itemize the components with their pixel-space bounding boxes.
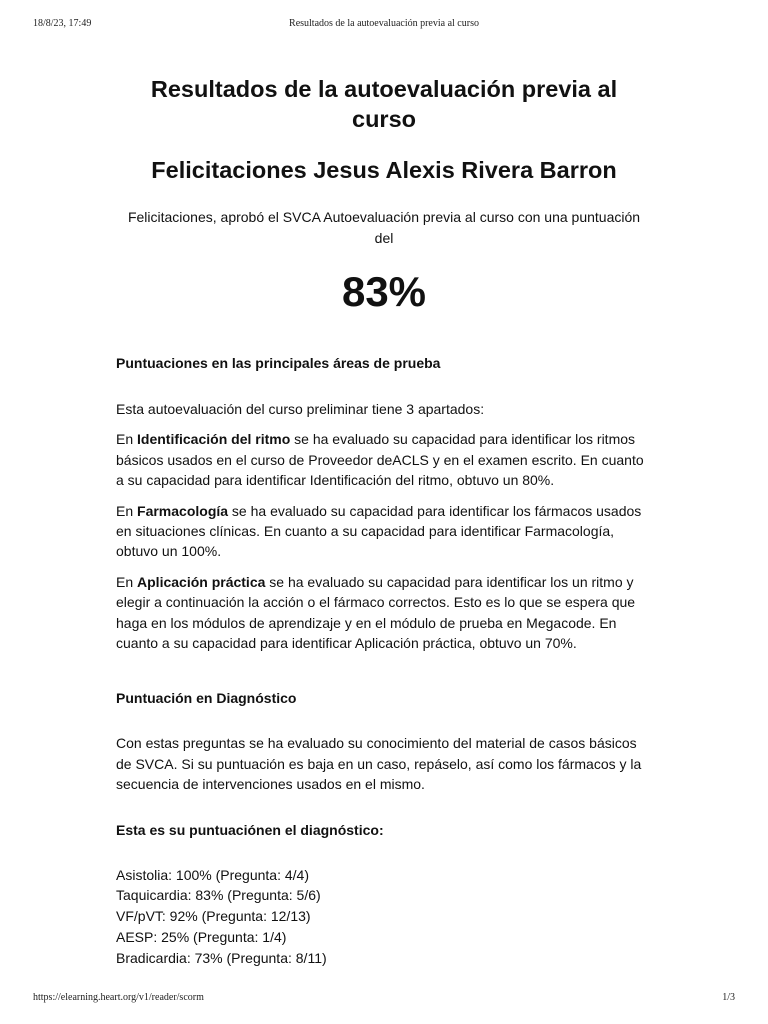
areas-intro: Esta autoevaluación del curso preliminar tiene 3 apartados: — [116, 401, 485, 417]
area-prefix: En — [116, 573, 138, 590]
print-page-number: 1/3 — [722, 992, 735, 1003]
area-text: se ha evaluado su capacidad para identificar los un ritmo y elegir a continuación la acción o el fármaco correctos. Esto es lo que se espera que haga en los módulos de aprendizaje y en el módulo de prueba en Megacode. En cuanto a su capacidad para identificar Aplicación práctica, obtuvo un 70%. — [116, 573, 636, 652]
diagnostic-heading: Puntuación en Diagnóstico — [116, 690, 297, 707]
congratulations-heading: Felicitaciones Jesus Alexis Rivera Barron — [151, 157, 617, 183]
area-name-rhythm: Identificación del ritmo — [137, 431, 291, 448]
print-page-title: Resultados de la autoevaluación previa al curso — [289, 18, 479, 29]
area-text: se ha evaluado su capacidad para identificar los fármacos usados en situaciones clínicas. En cuanto a su capacidad para identificar Farmacología, obtuvo un 100%. — [116, 502, 642, 560]
diagnostic-score-item: Taquicardia: 83% (Pregunta: 5/6) — [116, 887, 321, 904]
diagnostic-score-item: VF/pVT: 92% (Pregunta: 12/13) — [116, 908, 311, 925]
print-datetime: 18/8/23, 17:49 — [33, 18, 92, 29]
area-name-practical: Aplicación práctica — [137, 573, 266, 590]
area-text: se ha evaluado su capacidad para identificar los ritmos básicos usados en el curso de Proveedor deACLS y en el examen escrito. En cuanto a su capacidad para identificar Identificación del ritmo, obtuvo un 80%. — [116, 431, 644, 489]
page-title: Resultados de la autoevaluación previa al curso — [150, 76, 618, 132]
area-paragraph-pharmacology — [116, 501, 652, 562]
area-paragraph-rhythm — [116, 429, 652, 490]
area-prefix: En — [116, 431, 138, 448]
document-body — [116, 74, 652, 969]
print-url: https://elearning.heart.org/v1/reader/scorm — [33, 992, 204, 1003]
diagnostic-score-item: Bradicardia: 73% (Pregunta: 8/11) — [116, 949, 327, 966]
area-name-pharmacology: Farmacología — [137, 502, 229, 519]
diagnostic-scores-heading: Esta es su puntuaciónen el diagnóstico: — [116, 821, 384, 838]
diagnostic-score-item: AESP: 25% (Pregunta: 1/4) — [116, 929, 287, 946]
overall-score: 83% — [341, 268, 427, 315]
diagnostic-scores-list — [116, 865, 652, 969]
area-paragraph-practical — [116, 572, 652, 654]
area-prefix: En — [116, 502, 138, 519]
result-intro: Felicitaciones, aprobó el SVCA Autoevaluación previa al curso con una puntuación del — [127, 209, 641, 246]
areas-heading: Puntuaciones en las principales áreas de prueba — [116, 355, 441, 371]
diagnostic-description: Con estas preguntas se ha evaluado su conocimiento del material de casos básicos de SVCA. Si su puntuación es baja en un caso, repáselo, así como los fármacos y la secuencia de intervenciones usados en el mismo. — [116, 735, 642, 793]
diagnostic-score-item: Asistolia: 100% (Pregunta: 4/4) — [116, 866, 309, 883]
